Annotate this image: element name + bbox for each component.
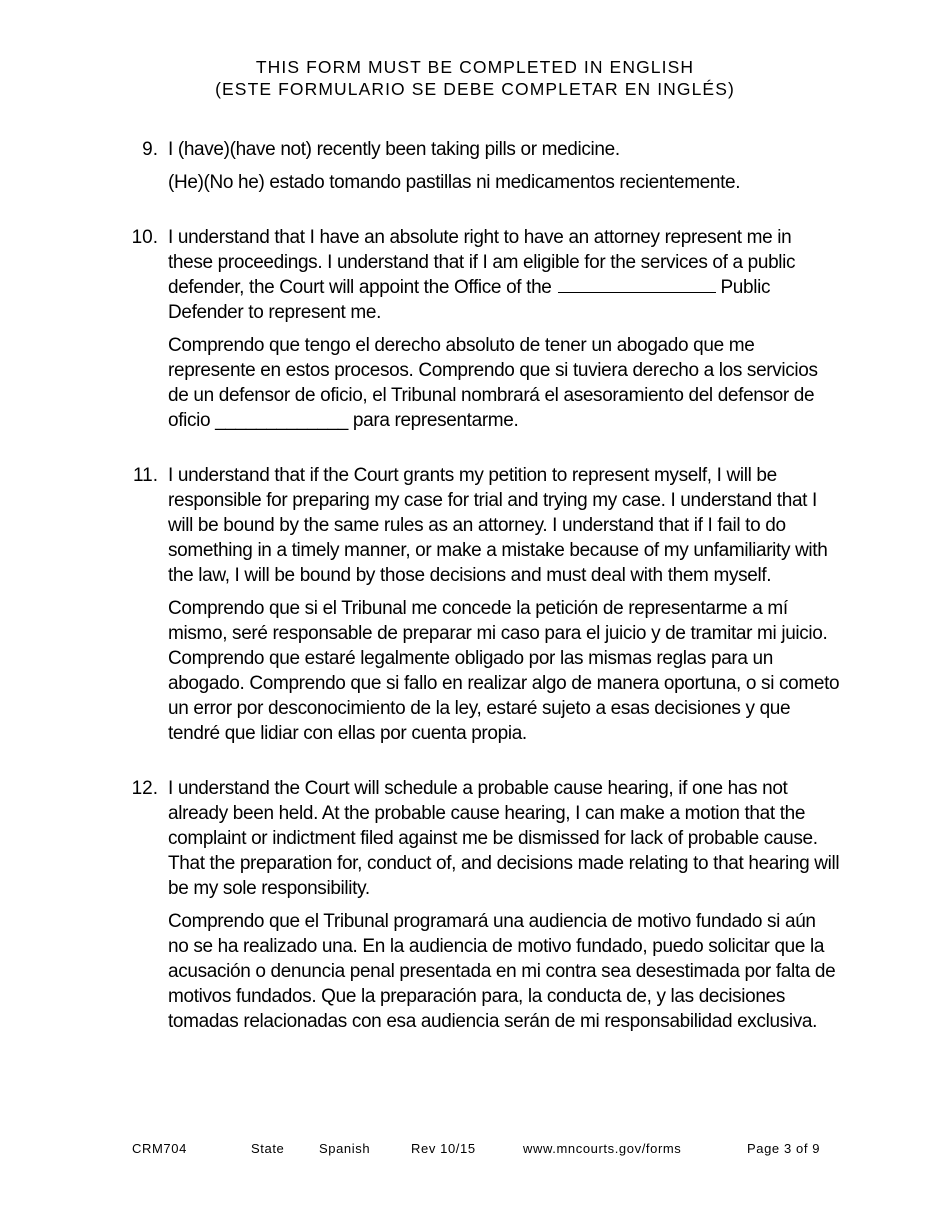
footer-form-code: CRM704 bbox=[132, 1141, 187, 1156]
item-text-english: I understand that if the Court grants my petition to represent myself, I will be responsible for preparing my case for trial and trying my case. I understand that I will be bound by the same rules as an attorney. I understand that if I fail to do something in a timely manner, or make a mistake because of my unfamiliarity with the law, I will be bound by those decisions and must deal with them myself. bbox=[168, 465, 828, 586]
item-text-english-tail: Public Defender to represent me. bbox=[168, 277, 771, 323]
item-text-spanish: Comprendo que si el Tribunal me concede la petición de representarme a mí mismo, seré responsable de preparar mi caso para el juicio y de tramitar mi juicio. Comprendo que estaré legalmente obligado por las mismas reglas para un abogado. Comprendo que si fallo en realizar algo de manera oportuna, o si cometo un error por desconocimiento de la ley, estaré sujeto a esas decisiones y que tendré que lidiar con ellas por cuenta propia. bbox=[168, 598, 840, 744]
footer-page-number: Page 3 of 9 bbox=[747, 1141, 821, 1156]
item-text-english-main: I understand that I have an absolute right to have an attorney represent me in these proceedings. I understand that if I am eligible for the services of a public defender, the Court will appoint the Office of the bbox=[168, 227, 796, 298]
statement-list bbox=[124, 137, 840, 1064]
item-text-spanish: Comprendo que tengo el derecho absoluto de tener un abogado que me represente en estos procesos. Comprendo que si tuviera derecho a los servicios de un defensor de oficio, el Tribunal nombrará el asesoramiento del defensor de oficio _____________ para representarme. bbox=[168, 335, 818, 431]
statement-item-12 bbox=[124, 776, 840, 1034]
statement-item-9 bbox=[124, 137, 840, 195]
header-english-notice: THIS FORM MUST BE COMPLETED IN ENGLISH bbox=[255, 57, 695, 77]
footer-jurisdiction: State bbox=[251, 1141, 285, 1156]
item-text-spanish: (He)(No he) estado tomando pastillas ni medicamentos recientemente. bbox=[168, 172, 741, 193]
statement-item-10 bbox=[124, 225, 840, 433]
footer-language: Spanish bbox=[319, 1141, 371, 1156]
footer-revision: Rev 10/15 bbox=[411, 1141, 476, 1156]
county-blank-field[interactable] bbox=[558, 278, 716, 293]
item-number: 10. bbox=[131, 227, 158, 248]
footer-url-link[interactable]: www.mncourts.gov/forms bbox=[523, 1141, 682, 1156]
form-header bbox=[0, 56, 950, 100]
header-spanish-notice: (ESTE FORMULARIO SE DEBE COMPLETAR EN INGLÉS) bbox=[215, 79, 735, 99]
item-text-english bbox=[168, 225, 840, 325]
item-number: 9. bbox=[142, 139, 158, 160]
item-number: 12. bbox=[131, 778, 158, 799]
item-text-english: I (have)(have not) recently been taking pills or medicine. bbox=[168, 139, 620, 160]
item-text-spanish: Comprendo que el Tribunal programará una audiencia de motivo fundado si aún no se ha realizado una. En la audiencia de motivo fundado, puedo solicitar que la acusación o denuncia penal presentada en mi contra sea desestimada por falta de motivos fundados. Que la preparación para, la conducta de, y las decisiones tomadas relacionadas con esa audiencia serán de mi responsabilidad exclusiva. bbox=[168, 911, 836, 1032]
item-number: 11. bbox=[132, 465, 158, 486]
statement-item-11 bbox=[124, 463, 840, 746]
item-text-english: I understand the Court will schedule a probable cause hearing, if one has not already been held. At the probable cause hearing, I can make a motion that the complaint or indictment filed against me be dismissed for lack of probable cause. That the preparation for, conduct of, and decisions made relating to that hearing will be my sole responsibility. bbox=[168, 778, 840, 899]
page-footer bbox=[0, 1141, 950, 1159]
